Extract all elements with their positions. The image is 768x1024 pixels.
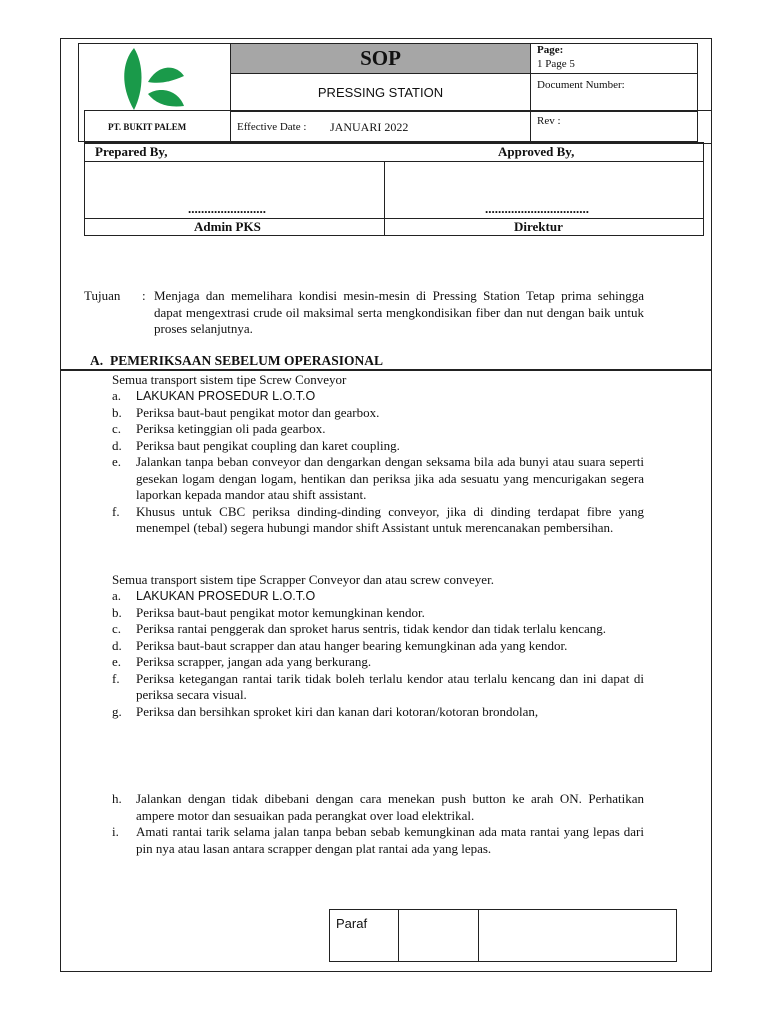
group2-list (112, 588, 644, 720)
approved-signature-dots: ................................ (485, 201, 589, 216)
company-logo (118, 46, 186, 112)
paraf-vline-1 (398, 909, 399, 962)
list-item: d. Periksa baut pengikat coupling dan karet coupling. (112, 437, 400, 453)
page-value: 1 Page 5 (537, 58, 575, 70)
group2-intro: Semua transport sistem tipe Scrapper Conveyor dan atau screw conveyer. (112, 572, 494, 587)
approved-label: Approved By, (498, 144, 575, 159)
section-a-marker: A. (90, 353, 104, 368)
page-label: Page: (537, 44, 564, 56)
prepared-label: Prepared By, (95, 144, 168, 159)
list-item: b. Periksa baut-baut pengikat motor dan gearbox. (112, 404, 380, 420)
purpose-text: Menjaga dan memelihara kondisi mesin-mesin di Pressing Station Tetap prima sehingga dapat mengextrasi crude oil maksimal serta mengkondisikan fiber dan nut dengan baik untuk proses selanjutnya. (154, 288, 644, 336)
list-item: a. LAKUKAN PROSEDUR L.O.T.O (112, 388, 316, 403)
group1-intro: Semua transport sistem tipe Screw Conveyor (112, 372, 347, 387)
list-item: d. Periksa baut-baut scrapper dan atau hanger bearing kemungkinan ada yang kendor. (112, 637, 568, 653)
station-title: PRESSING STATION (317, 85, 444, 100)
list-item: i. Amati rantai tarik selama jalan tanpa beban sebab kemungkinan ada mata rantai yang lepas dari pin nya atau lasan antara scrapper dengan plat rantai ada yang lepas. (112, 824, 644, 856)
list-item: f. Khusus untuk CBC periksa dinding-dinding conveyor, jika di dinding terdapat fibre yang menempel (tebal) segera hubungi mandor shift Assistant untuk merencanakan pembersihan. (112, 503, 644, 535)
effective-label: Effective Date : (237, 121, 307, 133)
purpose-label: Tujuan (84, 288, 121, 303)
group1-list (112, 388, 644, 537)
rev-label: Rev : (537, 115, 561, 127)
doc-number-label: Document Number: (537, 79, 625, 91)
prepared-role: Admin PKS (194, 219, 261, 234)
group3-list (112, 791, 644, 857)
company-name: PT. BUKIT PALEM (108, 122, 187, 132)
effective-value: JANUARI 2022 (330, 120, 409, 134)
paraf-vline-2 (478, 909, 479, 962)
prepared-signature-dots: ........................ (188, 201, 266, 216)
list-item: a. LAKUKAN PROSEDUR L.O.T.O (112, 588, 316, 603)
paraf-table (329, 909, 677, 962)
list-item: c. Periksa ketinggian oli pada gearbox. (112, 421, 326, 436)
list-item: g. Periksa dan bersihkan sproket kiri dan kanan dari kotoran/kotoran brondolan, (112, 703, 539, 719)
section-a-title: PEMERIKSAAN SEBELUM OPERASIONAL (110, 353, 384, 368)
approved-role: Direktur (514, 219, 563, 234)
section-rule (60, 369, 712, 371)
approval-vline (384, 161, 385, 236)
list-item: e. Periksa scrapper, jangan ada yang berkurang. (112, 654, 372, 669)
approval-table (84, 142, 704, 236)
list-item: b. Periksa baut-baut pengikat motor kemungkinan kendor. (112, 604, 425, 620)
approval-hline-2 (84, 218, 704, 219)
paraf-label: Paraf (336, 916, 368, 931)
list-item: h. Jalankan dengan tidak dibebani dengan cara menekan push button ke arah ON. Perhatikan ampere motor dan sesuaikan pada perangkat over load elektrikal. (112, 791, 644, 823)
header-hline-2 (530, 73, 698, 74)
list-item: e. Jalankan tanpa beban conveyor dan dengarkan dengan seksama bila ada bunyi atau suara seperti gesekan logam dengan logam, hentikan dan periksa jika ada sesuatu yang mencurigakan segera laporkan kepada mandor atau shift assistant. (112, 454, 644, 502)
list-item: c. Periksa rantai penggerak dan sproket harus sentris, tidak kendor dan tidak terlalu kencang. (112, 621, 607, 636)
approval-hline-1 (84, 161, 704, 162)
logo-leaf-icon (118, 46, 186, 112)
list-item: f. Periksa ketegangan rantai tarik tidak boleh terlalu kendor atau terlalu kencang dan ini dapat di periksa secara visual. (112, 670, 644, 702)
purpose-separator: : (142, 288, 146, 303)
page-title: SOP (360, 46, 401, 70)
header-hline-1 (230, 73, 530, 74)
